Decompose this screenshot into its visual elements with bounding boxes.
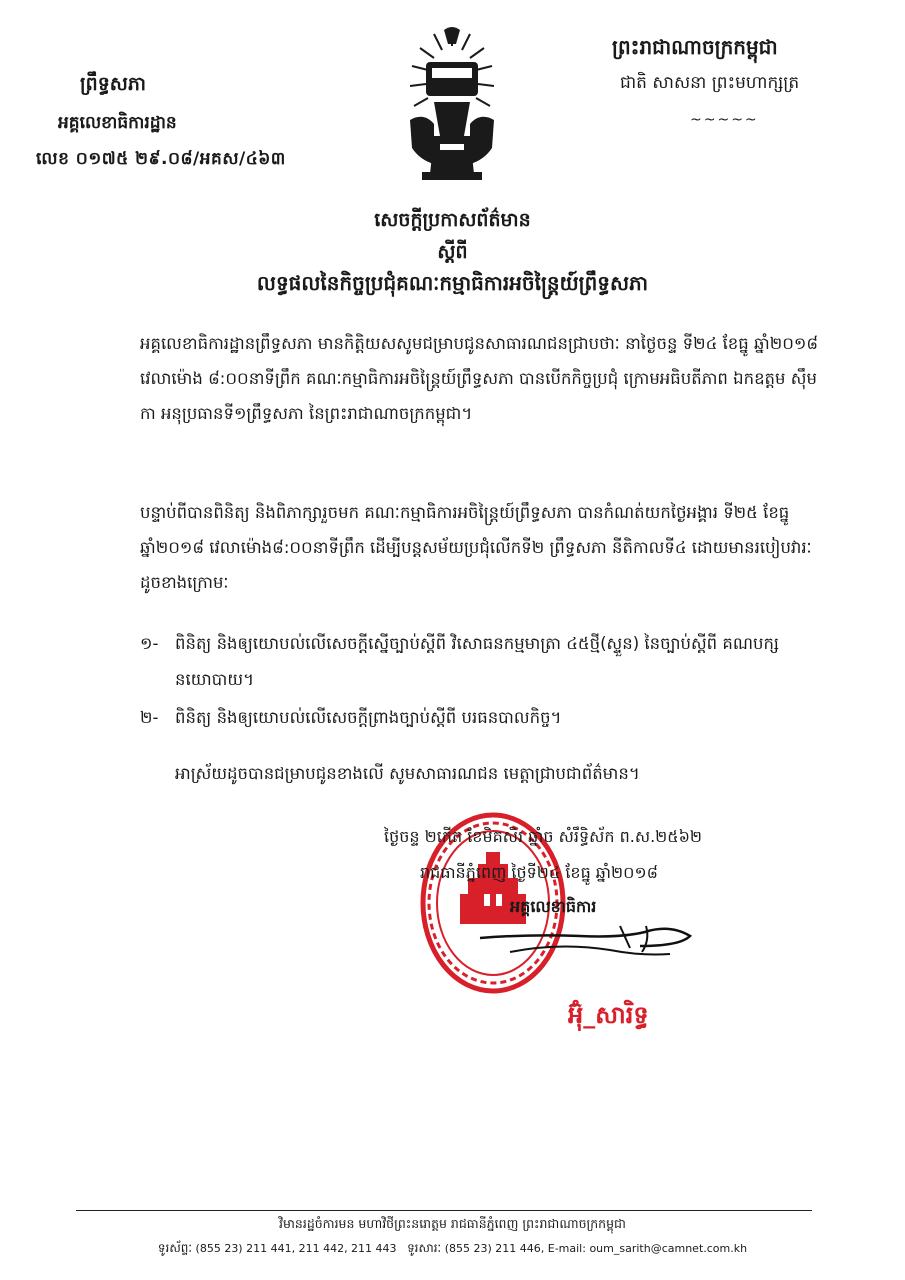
national-motto: ជាតិ សាសនា ព្រះមហាក្សត្រ <box>620 73 800 93</box>
handwritten-signature-icon <box>470 912 710 976</box>
footer-divider <box>76 1210 812 1211</box>
fax-email: (855 23) 211 446, E-mail: oum_sarith@camnet.com.kh <box>444 1242 748 1255</box>
agenda-item-number: ១- <box>140 634 159 653</box>
phone-number: (855 23) 211 441, 211 442, 211 443 <box>195 1242 397 1255</box>
agenda-item-text: ពិនិត្យ និងឲ្យយោបល់លើសេចក្តីស្នើច្បាប់ស្តីពី វិសោធនកម្មមាត្រា ៤៥ថ្មី(ស្ទួន) នៃច្បាប់ស្តីពី គណបក្សនយោបាយ។ <box>175 634 779 689</box>
header-divider-ornament: ~~~~~ <box>690 112 759 128</box>
document-subject: លទ្ធផលនៃកិច្ចប្រជុំគណៈកម្មាធិការអចិន្ត្រៃយ៍ព្រឹទ្ធសភា <box>256 271 649 295</box>
fax-label: ទូរសារៈ <box>407 1241 442 1255</box>
agenda-item-number: ២- <box>140 708 159 727</box>
phone-label: ទូរស័ព្ទៈ <box>157 1241 193 1255</box>
kingdom-name: ព្រះរាជាណាចក្រកម្ពុជា <box>612 35 778 59</box>
closing-statement: អាស្រ័យដូចបានជម្រាបជូនខាងលើ សូមសាធារណជន មេត្តាជ្រាបជាព័ត៌មាន។ <box>175 764 640 783</box>
document-title: សេចក្តីប្រកាសព័ត៌មាន <box>374 209 531 231</box>
footer-contact <box>0 1240 905 1258</box>
body-paragraph-1: អគ្គលេខាធិការដ្ឋានព្រឹទ្ធសភា មានកិត្តិយសសូមជម្រាបជូនសាធារណជនជ្រាបថាៈ នាថ្ងៃចន្ទ ទី២៤ ខែធ្នូ ឆ្នាំ២០១៨ វេលាម៉ោង ៨:០០នាទីព្រឹក គណៈកម្មាធិការអចិន្ត្រៃយ៍ព្រឹទ្ធសភា បានបើកកិច្ចប្រជុំ ក្រោមអធិបតីភាព ឯកឧត្តម ស៊ឹម កា អនុប្រធានទី១ព្រឹទ្ធសភា នៃព្រះរាជាណាចក្រកម្ពុជា។ <box>140 334 819 423</box>
lunar-date: ថ្ងៃចន្ទ ២កើត ខែមិគសិរ ឆ្នាំច សំរឹទ្ធិស័ក ព.ស.២៥៦២ <box>384 827 703 846</box>
institution-name: ព្រឹទ្ធសភា <box>80 73 146 95</box>
solar-date: រាជធានីភ្នំពេញ ថ្ងៃទី២៤ ខែធ្នូ ឆ្នាំ២០១៨ <box>420 863 658 882</box>
footer-address: វិមានរដ្ឋចំការមន មហាវិថីព្រះនរោត្តម រាជធានីភ្នំពេញ ព្រះរាជាណាចក្រកម្ពុជា <box>279 1216 626 1231</box>
senate-emblem-icon <box>404 24 500 188</box>
reference-number: លេខ ០១៧៥ ២៩.០៨/អគស/៤៦៣ <box>36 149 286 169</box>
signatory-title: អគ្គលេខាធិការ <box>510 897 597 916</box>
agenda-item-text: ពិនិត្យ និងឲ្យយោបល់លើសេចក្តីព្រាងច្បាប់ស្តីពី បរធនបាលកិច្ច។ <box>175 708 562 727</box>
signatory-name: អ៊ុំ_សារិទ្ធ <box>568 1001 649 1029</box>
body-paragraph-2: បន្ទាប់ពីបានពិនិត្យ និងពិភាក្សារួចមក គណៈកម្មាធិការអចិន្ត្រៃយ៍ព្រឹទ្ធសភា បានកំណត់យកថ្ងៃអង្គារ ទី២៥ ខែធ្នូ ឆ្នាំ២០១៨ វេលាម៉ោង៨:០០នាទីព្រឹក ដើម្បីបន្តសម័យប្រជុំលើកទី២ ព្រឹទ្ធសភា នីតិកាលទី៤ ដោយមានរបៀបវារៈដូចខាងក្រោមៈ <box>140 503 812 592</box>
department-name: អគ្គលេខាធិការដ្ឋាន <box>58 113 177 133</box>
document-title-about: ស្តីពី <box>437 241 468 263</box>
